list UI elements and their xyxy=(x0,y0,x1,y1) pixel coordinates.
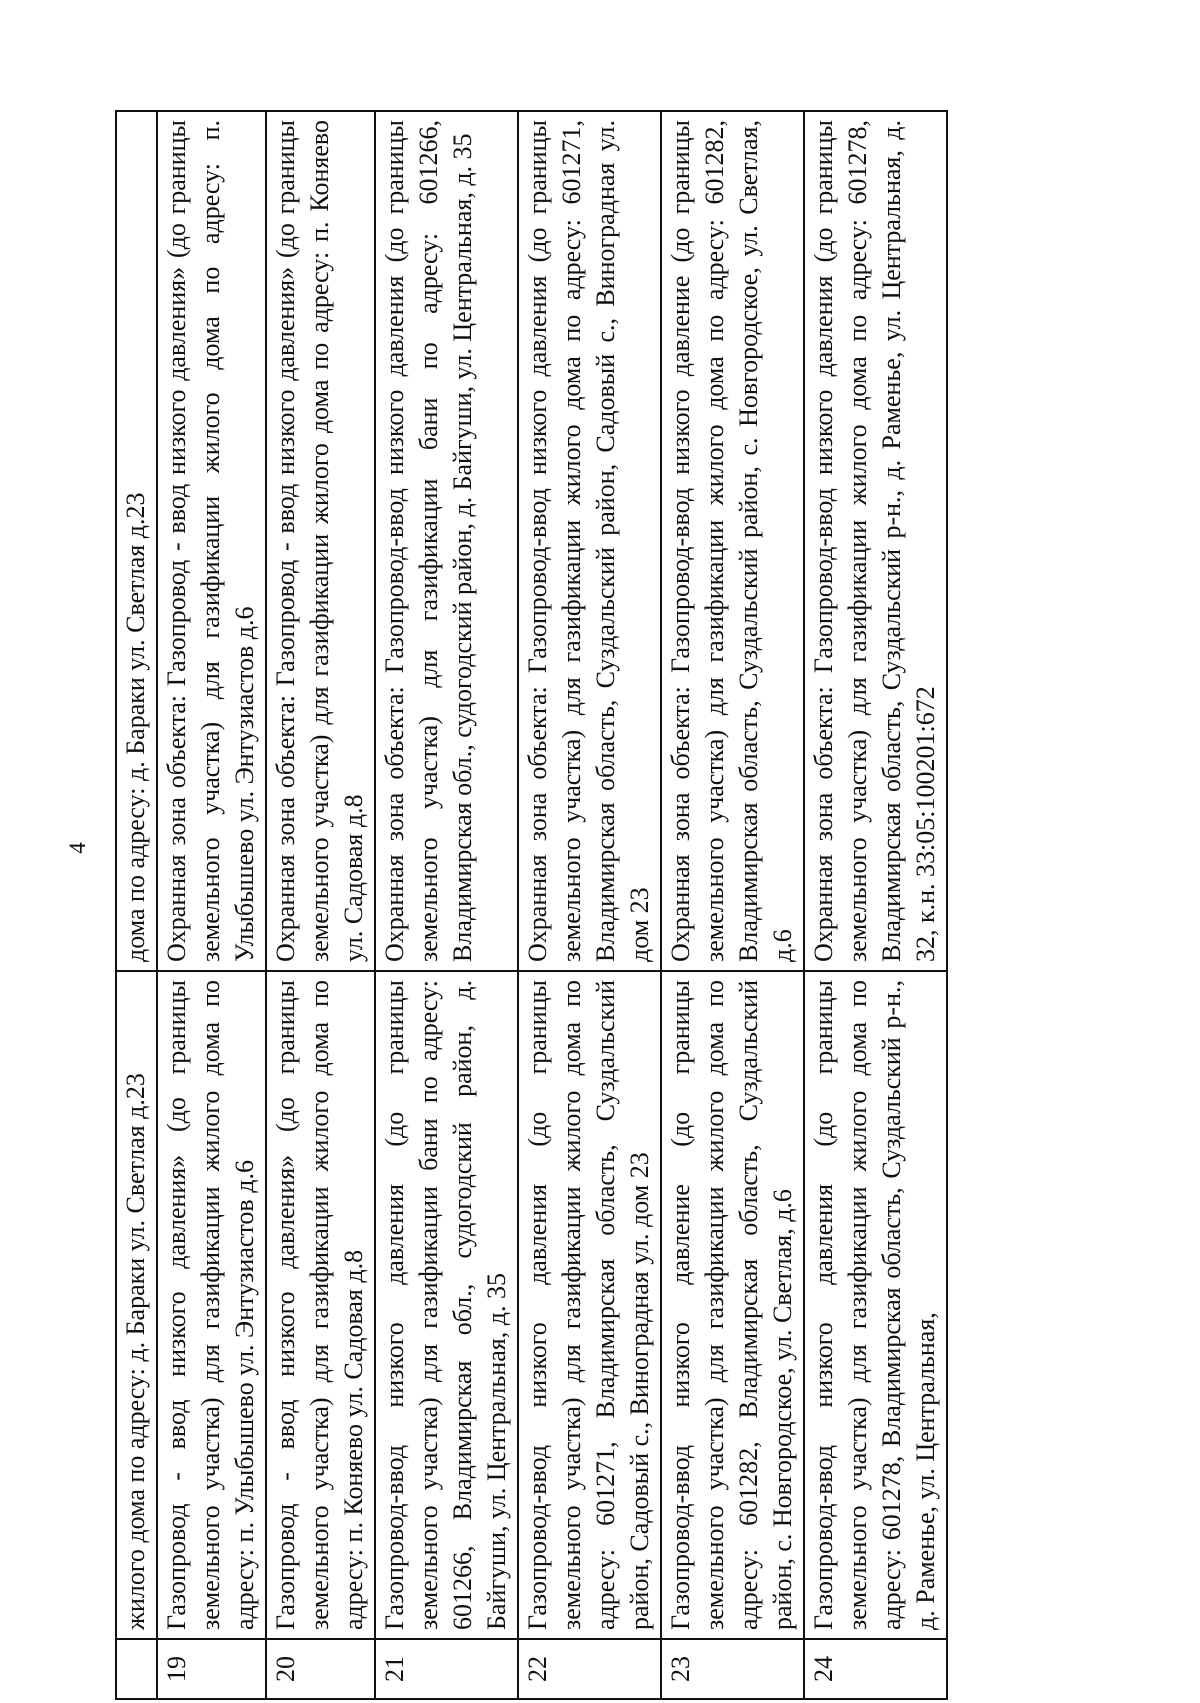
gas-pipeline-table xyxy=(115,110,948,1700)
table-row xyxy=(804,111,947,1699)
table-row xyxy=(157,111,266,1699)
row-number: 21 xyxy=(375,1639,518,1699)
row-number: 20 xyxy=(266,1639,375,1699)
table-row xyxy=(116,111,157,1699)
object-name: Газопровод - ввод низкого давления» (до границы земельного участка) для газификации жилого дома по адресу: п. Улыбышево ул. Энтузиастов д.6 xyxy=(157,971,266,1639)
page-number: 4 xyxy=(65,842,90,854)
object-name: Газопровод-ввод низкого давление (до границы земельного участка) для газификации жилого дома по адресу: 601282, Владимирская область, Суздальский район, с. Новгородское, ул. Светлая, д.6 xyxy=(661,971,804,1639)
object-name: Газопровод - ввод низкого давления» (до границы земельного участка) для газификации жилого дома по адресу: п. Коняево ул. Садовая д.8 xyxy=(266,971,375,1639)
row-number: 24 xyxy=(804,1639,947,1699)
protection-zone: Охранная зона объекта: Газопровод-ввод низкого давления (до границы земельного участка) для газификации жилого дома по адресу: 601271, Владимирская область, Суздальский район, Садовый с., Виноградная ул. дом 23 xyxy=(518,111,661,971)
protection-zone: Охранная зона объекта: Газопровод - ввод низкого давления» (до границы земельного участка) для газификации жилого дома по адресу: п. Улыбышево ул. Энтузиастов д.6 xyxy=(157,111,266,971)
row-number: 19 xyxy=(157,1639,266,1699)
protection-zone: Охранная зона объекта: Газопровод-ввод низкого давление (до границы земельного участка) для газификации жилого дома по адресу: 601282, Владимирская область, Суздальский район, с. Новгородское, ул. Светлая, д.6 xyxy=(661,111,804,971)
row-number: 23 xyxy=(661,1639,804,1699)
protection-zone: Охранная зона объекта: Газопровод-ввод низкого давления (до границы земельного участка) для газификации жилого дома по адресу: 601278, Владимирская область, Суздальский р-н., д. Раменье, ул. Центральная, д. 32, к.н. 33:05:100201:672 xyxy=(804,111,947,971)
table-row xyxy=(266,111,375,1699)
table-row xyxy=(661,111,804,1699)
object-name: Газопровод-ввод низкого давления (до границы земельного участка) для газификации жилого дома по адресу: 601278, Владимирская область, Суздальский р-н., д. Раменье, ул. Центральная, xyxy=(804,971,947,1639)
row-number: 22 xyxy=(518,1639,661,1699)
protection-zone: Охранная зона объекта: Газопровод - ввод низкого давления» (до границы земельного участка) для газификации жилого дома по адресу: п. Коняево ул. Садовая д.8 xyxy=(266,111,375,971)
protection-zone: Охранная зона объекта: Газопровод-ввод низкого давления (до границы земельного участка) для газификации бани по адресу: 601266, Владимирская обл., судогодский район, д. Байгуши, ул. Центральная, д. 35 xyxy=(375,111,518,971)
protection-zone: дома по адресу: д. Бараки ул. Светлая д.23 xyxy=(116,111,157,971)
object-name: Газопровод-ввод низкого давления (до границы земельного участка) для газификации жилого дома по адресу: 601271, Владимирская область, Суздальский район, Садовый с., Виноградная ул. дом 23 xyxy=(518,971,661,1639)
table-row xyxy=(375,111,518,1699)
table-row xyxy=(518,111,661,1699)
object-name: жилого дома по адресу: д. Бараки ул. Светлая д.23 xyxy=(116,971,157,1639)
object-name: Газопровод-ввод низкого давления (до границы земельного участка) для газификации бани по адресу: 601266, Владимирская обл., судогодский район, д. Байгуши, ул. Центральная, д. 35 xyxy=(375,971,518,1639)
table-container xyxy=(115,110,1180,1700)
row-number xyxy=(116,1639,157,1699)
